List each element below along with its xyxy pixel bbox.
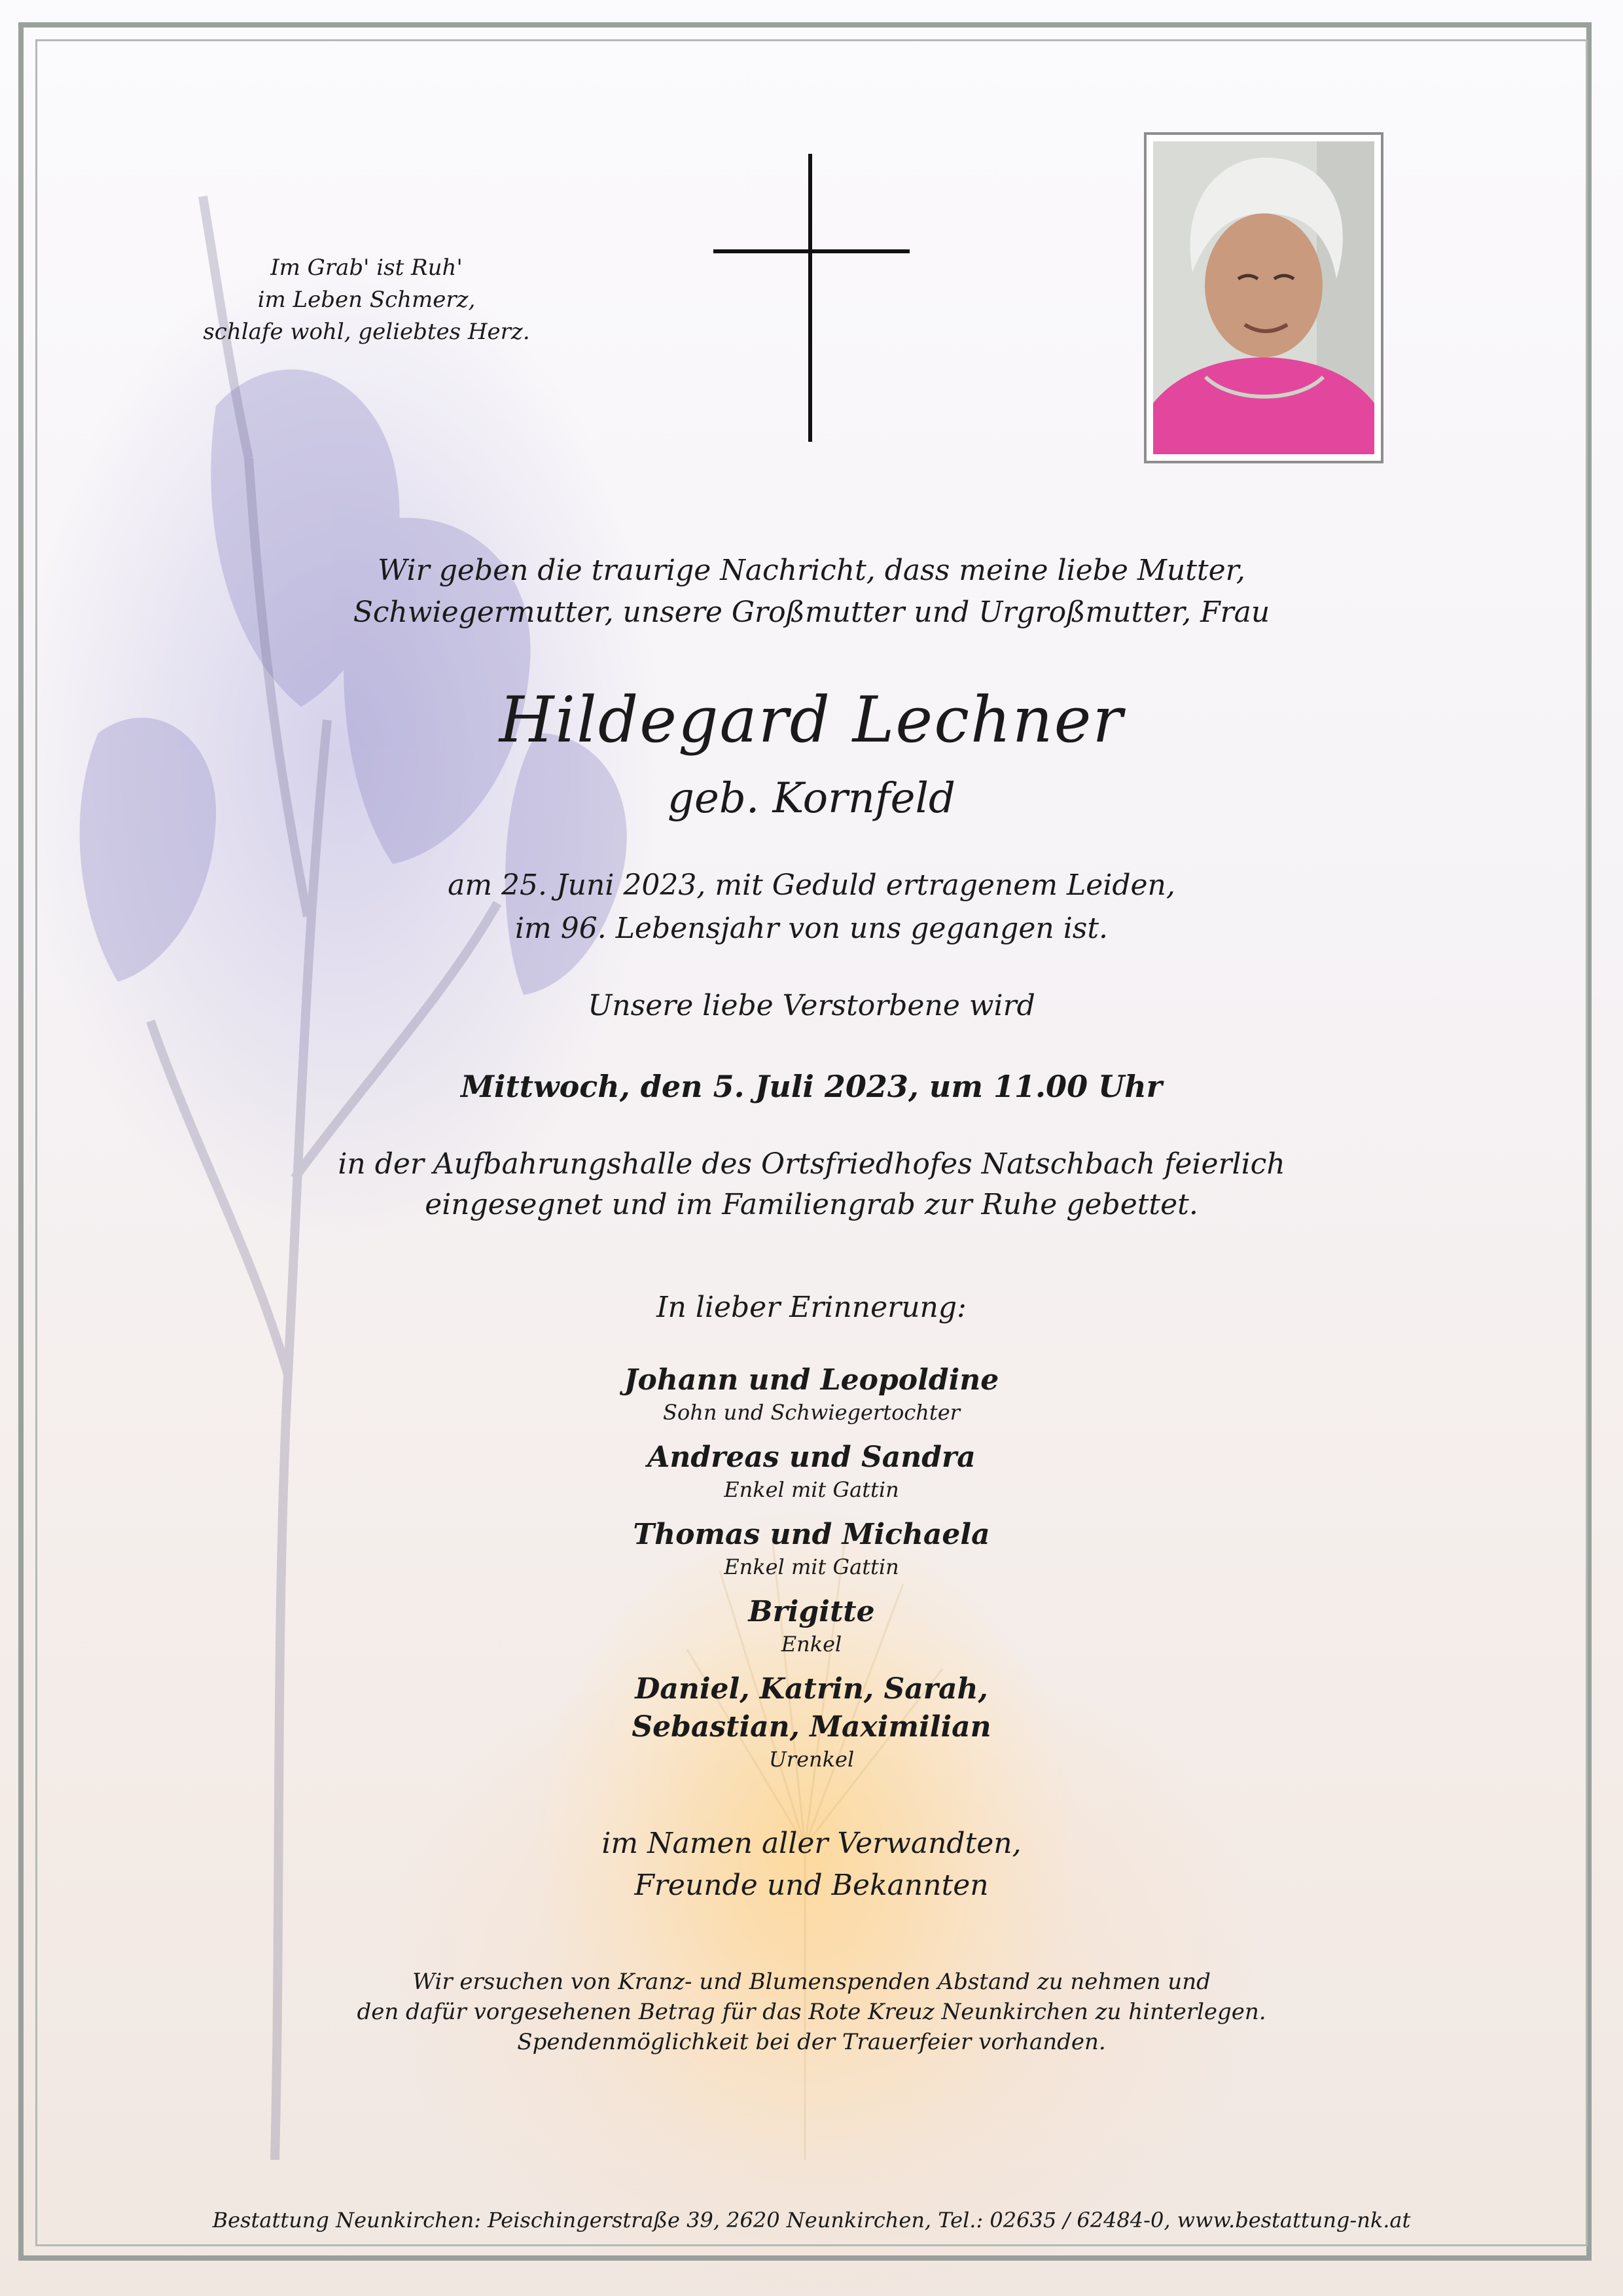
mourner-names: Brigitte xyxy=(748,1595,875,1628)
mourner-entry xyxy=(196,1593,1427,1657)
mourner-names: Sebastian, Maximilian xyxy=(632,1710,991,1744)
funeral-date: Mittwoch, den 5. Juli 2023, um 11.00 Uhr xyxy=(461,1069,1162,1104)
memorial-motto xyxy=(164,252,569,348)
funeral-intro: Unsere liebe Verstorbene wird xyxy=(588,989,1035,1022)
mourner-relation: Enkel mit Gattin xyxy=(724,1554,899,1579)
deceased-name: Hildegard Lechner xyxy=(499,683,1124,757)
mourner-names: Daniel, Katrin, Sarah, xyxy=(635,1672,988,1706)
death-line: am 25. Juni 2023, mit Geduld ertragenem Leiden, xyxy=(448,869,1175,902)
announcement-intro xyxy=(196,550,1427,634)
funeral-home-contact: Bestattung Neunkirchen: Peischingerstraße 39, 2620 Neunkirchen, Tel.: 02635 / 62484-0, www.bestattung-nk.at xyxy=(212,2208,1411,2233)
mourner-relation: Enkel xyxy=(781,1632,842,1657)
donation-line: Wir ersuchen von Kranz- und Blumenspenden Abstand zu nehmen und xyxy=(412,1969,1211,1995)
intro-line: Wir geben die traurige Nachricht, dass meine liebe Mutter, xyxy=(378,554,1245,587)
maiden-name: geb. Kornfeld xyxy=(668,774,955,823)
motto-line: im Leben Schmerz, xyxy=(257,287,476,313)
mourner-entry xyxy=(196,1439,1427,1503)
mourner-entry xyxy=(196,1516,1427,1580)
death-statement xyxy=(196,864,1427,950)
death-line: im 96. Lebensjahr von uns gegangen ist. xyxy=(514,912,1109,945)
mourner-names: Andreas und Sandra xyxy=(647,1441,976,1474)
portrait-photo xyxy=(1144,132,1383,463)
mourner-names: Johann und Leopoldine xyxy=(624,1363,999,1397)
motto-line: schlafe wohl, geliebtes Herz. xyxy=(203,319,530,345)
donation-line: Spendenmöglichkeit bei der Trauerfeier vorhanden. xyxy=(517,2029,1106,2055)
mourner-entry xyxy=(196,1670,1427,1772)
mourner-entry xyxy=(196,1361,1427,1426)
mourner-relation: Enkel mit Gattin xyxy=(724,1477,899,1502)
closing-statement xyxy=(196,1823,1427,1907)
mourner-names: Thomas und Michaela xyxy=(633,1518,990,1551)
cross-icon xyxy=(713,154,910,442)
mourners-list xyxy=(196,1361,1427,1785)
intro-line: Schwiegermutter, unsere Großmutter und Urgroßmutter, Frau xyxy=(353,596,1270,629)
closing-line: im Namen aller Verwandten, xyxy=(601,1827,1022,1860)
donation-request xyxy=(131,1967,1492,2057)
funeral-place-line: eingesegnet und im Familiengrab zur Ruhe gebettet. xyxy=(425,1188,1198,1221)
closing-line: Freunde und Bekannten xyxy=(634,1869,989,1902)
mourner-relation: Urenkel xyxy=(768,1747,855,1772)
mourner-relation: Sohn und Schwiegertochter xyxy=(663,1400,960,1425)
funeral-location xyxy=(196,1144,1427,1225)
donation-line: den dafür vorgesehenen Betrag für das Rote Kreuz Neunkirchen zu hinterlegen. xyxy=(357,1999,1266,2025)
motto-line: Im Grab' ist Ruh' xyxy=(270,255,463,281)
funeral-place-line: in der Aufbahrungshalle des Ortsfriedhofes Natschbach feierlich xyxy=(338,1147,1285,1181)
memory-heading: In lieber Erinnerung: xyxy=(656,1291,967,1324)
